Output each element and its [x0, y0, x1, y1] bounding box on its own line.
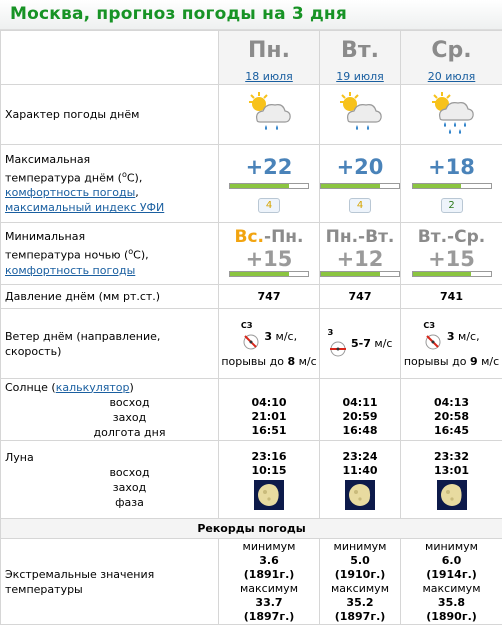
partly-cloudy-rain-icon: [336, 90, 384, 136]
records-label: Экстремальные значения температуры: [1, 539, 219, 625]
pressure-value: 747: [219, 285, 320, 309]
min-temp-value: +15: [428, 246, 475, 271]
header-empty-cell: [1, 31, 219, 85]
night-range: Пн.-Вт.: [325, 226, 395, 247]
min-temp-label: Минимальная температура ночью ($^о$С), комфортность погоды: [1, 223, 219, 285]
sunset-time: 20:58: [433, 409, 469, 423]
pressure-value: 741: [401, 285, 502, 309]
pressure-value: 747: [320, 285, 401, 309]
wind-row: [1, 309, 502, 379]
records-row: [1, 539, 502, 625]
moonrise-time: 23:16: [251, 449, 287, 463]
record-max: 35.8: [437, 595, 466, 609]
night-range: Вт.-Ср.: [417, 226, 486, 247]
comfort-bar: [229, 183, 309, 189]
records-cell-1: минимум 5.0 (1910г.) максимум 35.2 (1897г.): [320, 539, 401, 625]
moonset-time: 10:15: [251, 463, 287, 477]
wind-speed: 3: [264, 330, 273, 343]
sun-calculator-link[interactable]: калькулятор: [55, 380, 130, 394]
day-name: Вт.: [341, 38, 379, 63]
max-temp-cell-2: [401, 145, 502, 223]
max-temp-label: Максимальная температура днём ($^о$С), комфортность погоды, максимальный индекс УФИ: [1, 145, 219, 223]
partly-cloudy-rain-icon: [245, 90, 293, 136]
partly-cloudy-heavy-rain-icon: [428, 90, 476, 136]
comfort-bar-night: [412, 271, 492, 277]
record-max: 33.7: [255, 595, 283, 609]
max-temp-value: +22: [245, 155, 293, 179]
record-max-year: (1890г.): [426, 609, 477, 623]
comfort-link-night[interactable]: комфортность погоды: [5, 263, 136, 277]
moonset-time: 13:01: [433, 463, 469, 477]
records-header-row: [1, 519, 502, 539]
day-column-2: [401, 31, 502, 85]
day-date-link[interactable]: 19 июля: [336, 70, 384, 83]
records-cell-0: минимум 3.6 (1891г.) максимум 33.7 (1897г.): [219, 539, 320, 625]
record-max-year: (1897г.): [334, 609, 386, 623]
records-header: Рекорды погоды: [1, 519, 502, 539]
page-title: Москва, прогноз погоды на 3 дня: [10, 4, 347, 24]
wind-cell-0: СЗ 3 м/с, порывы до 8 м/с: [219, 309, 320, 379]
wind-label: Ветер днём (направление, скорость): [1, 309, 219, 379]
day-name: Ср.: [431, 38, 472, 63]
day-date-link[interactable]: 18 июля: [245, 70, 293, 83]
max-temp-cell-1: [320, 145, 401, 223]
weather-char-row: [1, 85, 502, 145]
daylength: 16:45: [433, 423, 469, 437]
page-header: [0, 0, 502, 30]
weather-char-label: Характер погоды днём: [1, 85, 219, 145]
weather-cell-0: [219, 85, 320, 145]
min-temp-cell-2: [401, 223, 502, 285]
moonrise-time: 23:24: [342, 449, 378, 463]
daylength: 16:51: [251, 423, 287, 437]
sun-row: [1, 379, 502, 441]
max-temp-value: +20: [336, 155, 384, 179]
record-min-year: (1914г.): [426, 567, 477, 581]
record-max-year: (1897г.): [243, 609, 295, 623]
comfort-bar-night: [320, 271, 400, 277]
wind-speed: 5-7: [351, 336, 371, 350]
records-cell-2: минимум 6.0 (1914г.) максимум 35.8 (1890г.): [401, 539, 502, 625]
record-min-year: (1891г.): [243, 567, 295, 581]
wind-cell-1: З 5-7 м/с: [320, 309, 401, 379]
record-max: 35.2: [346, 595, 374, 609]
max-temp-row: [1, 145, 502, 223]
sunrise-time: 04:11: [342, 395, 378, 409]
sunset-time: 20:59: [342, 409, 378, 423]
day-column-1: [320, 31, 401, 85]
day-column-0: [219, 31, 320, 85]
comfort-bar: [320, 183, 400, 189]
comfort-link[interactable]: комфортность погоды: [5, 186, 136, 200]
moon-phase-icon: [437, 480, 467, 510]
min-temp-cell-0: [219, 223, 320, 285]
day-header-row: [1, 31, 502, 85]
moon-cell-0: [219, 441, 320, 519]
record-min: 6.0: [441, 553, 462, 567]
pressure-label: Давление днём (мм рт.ст.): [1, 285, 219, 309]
sun-cell-2: [401, 379, 502, 441]
wind-speed: 3: [446, 330, 455, 343]
day-date-link[interactable]: 20 июля: [427, 70, 476, 83]
moon-label: Луна восход заход фаза: [1, 441, 219, 519]
comfort-bar: [412, 183, 492, 189]
sunset-time: 21:01: [251, 409, 287, 423]
uv-index-link[interactable]: максимальный индекс УФИ: [5, 201, 165, 215]
min-temp-row: [1, 223, 502, 285]
gust-speed: 9: [469, 355, 478, 368]
wind-cell-2: СЗ 3 м/с, порывы до 9 м/с: [401, 309, 502, 379]
moon-cell-1: [320, 441, 401, 519]
moonset-time: 11:40: [342, 463, 378, 477]
wind-direction-icon: З: [328, 326, 348, 362]
uv-index-badge: 2: [441, 198, 463, 213]
moon-phase-icon: [345, 480, 375, 510]
night-range: Вс.-Пн.: [234, 226, 304, 247]
pressure-row: [1, 285, 502, 309]
sunrise-time: 04:13: [433, 395, 469, 409]
max-temp-value: +18: [428, 155, 475, 179]
min-temp-value: +12: [336, 246, 384, 271]
min-temp-cell-1: [320, 223, 401, 285]
weather-cell-2: [401, 85, 502, 145]
wind-direction-icon: СЗ: [423, 319, 443, 355]
moon-phase-icon: [254, 480, 284, 510]
moon-cell-2: [401, 441, 502, 519]
record-min: 5.0: [350, 553, 370, 567]
record-min-year: (1910г.): [334, 567, 386, 581]
forecast-table: [0, 30, 502, 625]
sun-cell-0: [219, 379, 320, 441]
sunrise-time: 04:10: [251, 395, 287, 409]
weather-cell-1: [320, 85, 401, 145]
wind-direction-icon: СЗ: [241, 319, 261, 355]
sun-label: Солнце (калькулятор) восход заход долгота дня: [1, 379, 219, 441]
comfort-bar-night: [229, 271, 309, 277]
gust-speed: 8: [287, 355, 296, 368]
record-min: 3.6: [259, 553, 279, 567]
moonrise-time: 23:32: [433, 449, 469, 463]
moon-row: [1, 441, 502, 519]
sun-cell-1: [320, 379, 401, 441]
uv-index-badge: 4: [258, 198, 280, 213]
day-name: Пн.: [248, 38, 290, 63]
min-temp-value: +15: [245, 246, 293, 271]
daylength: 16:48: [342, 423, 378, 437]
uv-index-badge: 4: [349, 198, 371, 213]
max-temp-cell-0: [219, 145, 320, 223]
